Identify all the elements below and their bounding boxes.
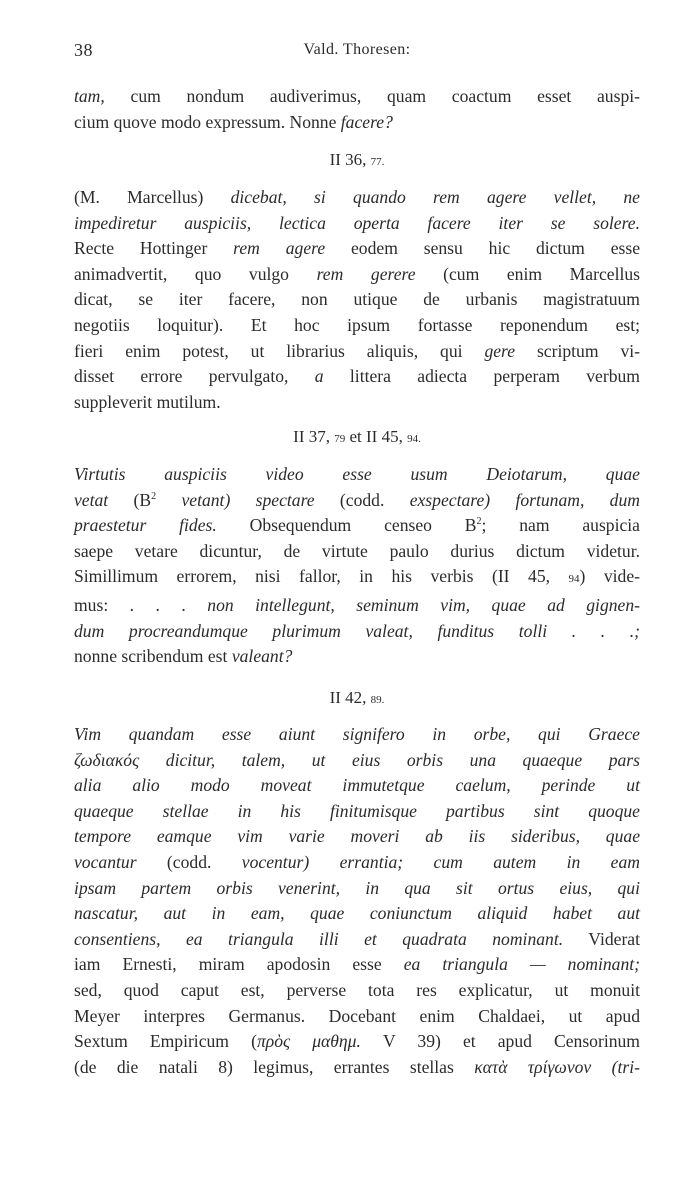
text-run: Obsequendum censeo B <box>216 515 477 536</box>
text-run: sed, quod caput est, perverse tota res explicatur, ut monuit <box>74 979 640 1000</box>
italic-run: gere <box>484 340 516 361</box>
text-run: V 39) et apud Censorinum <box>360 1031 640 1052</box>
text-run: ) vide- <box>579 566 640 587</box>
text-run: (cum enim Marcellus <box>415 263 640 284</box>
italic-run: non intellegunt, seminum vim, quae ad gignen- <box>207 594 640 615</box>
text-run: cium quove modo expressum. Nonne <box>74 111 341 132</box>
text-run: iam Ernesti, miram apodosin esse <box>74 954 404 975</box>
paragraph-2 <box>74 185 640 415</box>
italic-word: tam, <box>74 86 105 106</box>
text-run: dicat, se iter facere, non utique de urbanis magistratuum <box>74 289 640 310</box>
italic-run: fortunam, dum <box>515 489 640 510</box>
italic-run: (tri- <box>611 1056 640 1077</box>
text-line <box>74 185 640 211</box>
text-run: Sextum Empiricum ( <box>74 1031 257 1052</box>
italic-run: exspectare) <box>409 489 491 510</box>
running-title: Vald. Thoresen: <box>303 41 411 58</box>
text-run: saepe vetare dicuntur, de virtute paulo durius dictum videtur. <box>74 540 640 561</box>
text-line <box>74 262 640 288</box>
paragraph-3 <box>74 462 640 670</box>
text-run <box>156 490 181 510</box>
italic-run: Vim quandam esse aiunt signifero in orbe, qui Graece <box>74 724 640 744</box>
text-run: negotiis loquitur). Et hoc ipsum fortasse reponendum est; <box>74 314 640 335</box>
text-run: Meyer interpres Germanus. Docebant enim Chaldaei, ut apud <box>74 1005 640 1026</box>
italic-run: spectare <box>255 489 315 510</box>
heading-subnumber: 94. <box>407 433 421 445</box>
text-line <box>74 876 640 902</box>
text-run: (M. Marcellus) <box>74 187 231 207</box>
paragraph-1 <box>74 84 640 135</box>
section-heading-1 <box>74 150 640 170</box>
text-line <box>74 364 640 390</box>
paragraph-4 <box>74 722 640 1080</box>
greek-run: πρὸς μαθημ. <box>256 1031 361 1052</box>
text-line <box>74 564 640 593</box>
italic-run: ipsam partem orbis venerint, in qua sit ortus eius, qui <box>74 877 640 898</box>
page-number: 38 <box>74 40 93 60</box>
text-run: fieri enim potest, ut librarius aliquis, qui <box>74 340 485 361</box>
text-line <box>74 488 640 514</box>
text-run: Simillimum errorem, nisi fallor, in his verbis (II 45, <box>74 566 569 587</box>
text-run: suppleverit mutilum. <box>74 391 221 412</box>
text-line <box>74 901 640 927</box>
text-run: Recte Hottinger <box>74 238 234 259</box>
text-line <box>74 287 640 313</box>
text-run: littera adiecta perperam verbum <box>323 366 640 387</box>
section-heading-3 <box>74 688 640 708</box>
text-run: eodem sensu hic dictum esse <box>325 238 641 259</box>
text-run <box>591 1057 611 1077</box>
subnumber: 94 <box>568 573 580 586</box>
text-line <box>74 236 640 262</box>
italic-run: rem gerere <box>316 263 416 284</box>
text-line <box>74 619 640 645</box>
italic-run: errantia; cum autem in eam <box>339 851 640 872</box>
text-line <box>74 462 640 488</box>
text-run: scriptum vi- <box>515 340 640 361</box>
text-line <box>74 1029 640 1055</box>
text-line <box>74 722 640 748</box>
italic-word: facere? <box>340 111 393 132</box>
text-line <box>74 978 640 1004</box>
heading-text: et II 45, <box>345 427 408 446</box>
italic-run: rem agere <box>233 238 326 259</box>
italic-run: a <box>314 366 324 387</box>
text-run: Viderat <box>563 928 641 949</box>
text-run <box>230 490 255 510</box>
text-run: (codd. <box>314 489 410 510</box>
text-run <box>490 490 515 510</box>
heading-subnumber: 89. <box>370 694 385 706</box>
superscript: 2 <box>151 490 157 502</box>
text-line <box>74 644 640 670</box>
text-line <box>74 593 640 619</box>
italic-run: dicitur, talem, ut eius orbis una quaeque pars <box>139 749 640 770</box>
italic-run: vocentur) <box>241 851 310 872</box>
italic-run: impediretur auspiciis, lectica operta facere iter se solere. <box>74 212 640 233</box>
italic-run: dum procreandumque plurimum valeat, funditus tolli . . .; <box>74 620 640 641</box>
text-line <box>74 927 640 953</box>
heading-subnumber: 77. <box>370 156 385 168</box>
italic-run: ea triangula — nominant; <box>403 954 641 975</box>
italic-run: valeant? <box>231 646 293 667</box>
italic-run: dicebat, si quando rem agere vellet, ne <box>230 187 640 207</box>
italic-run: nascatur, aut in eam, quae coniunctum aliquid habet aut <box>74 903 640 924</box>
text-run: cum nondum audiverimus, quam coactum esset auspi- <box>104 86 640 106</box>
running-head <box>74 40 640 64</box>
italic-run: Virtutis auspiciis video esse usum Deiotarum, quae <box>74 464 640 484</box>
text-line <box>74 1055 640 1081</box>
italic-run: consentiens, ea triangula illi et quadrata nominant. <box>74 928 564 949</box>
section-heading-2 <box>74 427 640 447</box>
heading-subnumber: 79 <box>334 433 346 445</box>
text-line <box>74 313 640 339</box>
text-line <box>74 1004 640 1030</box>
superscript: 2 <box>476 516 482 528</box>
text-line <box>74 824 640 850</box>
text-run <box>309 852 339 872</box>
heading-text: II 37, <box>293 427 335 446</box>
greek-run: κατὰ τρίγωνον <box>474 1056 592 1077</box>
text-line <box>74 539 640 565</box>
italic-run: quaeque stellae in his finitumisque partibus sint quoque <box>74 800 640 821</box>
heading-text: II 42, <box>329 688 371 707</box>
italic-run: vetant) <box>181 489 231 510</box>
text-line <box>74 773 640 799</box>
text-line <box>74 390 640 416</box>
italic-run: praestetur fides. <box>74 515 217 536</box>
text-run: ; nam auspicia <box>481 515 640 536</box>
text-line <box>74 110 640 136</box>
text-line <box>74 84 640 110</box>
italic-run: vetat <box>74 489 109 510</box>
text-line <box>74 513 640 539</box>
italic-run: tempore eamque vim varie moveri ab iis sideribus, quae <box>74 826 640 847</box>
greek-run: ζωδιακός <box>74 749 140 770</box>
text-run: nonne scribendum est <box>74 646 232 667</box>
text-line <box>74 748 640 774</box>
text-line <box>74 952 640 978</box>
text-run: mus: . . . <box>74 594 208 615</box>
text-run: (de die natali 8) legimus, errantes stellas <box>74 1056 475 1077</box>
text-line <box>74 850 640 876</box>
text-line <box>74 799 640 825</box>
text-run: disset errore pervulgato, <box>74 366 315 387</box>
text-line <box>74 339 640 365</box>
italic-run: vocantur <box>74 851 137 872</box>
italic-run: alia alio modo moveat immutetque caelum, perinde ut <box>74 775 640 796</box>
text-run: animadvertit, quo vulgo <box>74 263 317 284</box>
heading-text: II 36, <box>329 150 371 169</box>
text-run: (codd. <box>136 851 242 872</box>
text-run: (B <box>108 489 152 510</box>
text-line <box>74 211 640 237</box>
